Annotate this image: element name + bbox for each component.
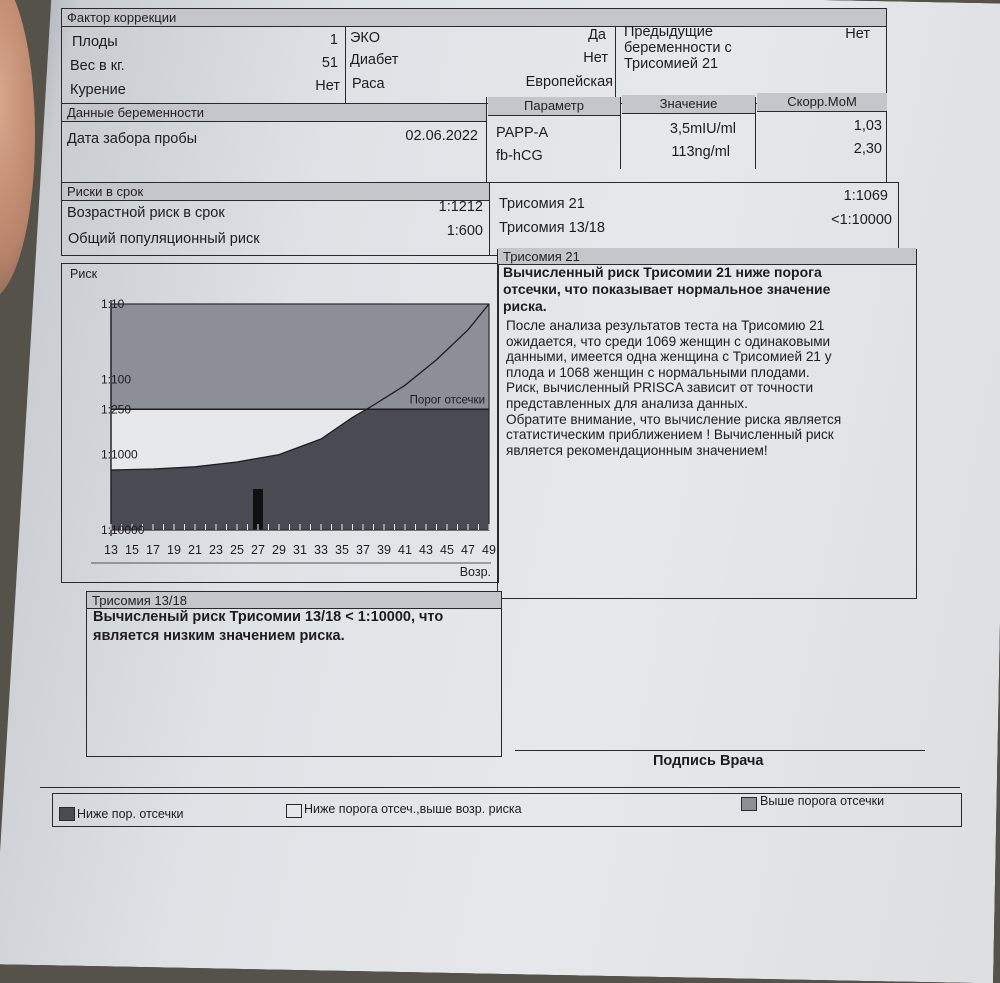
pop-risk-label: Общий популяционный риск (68, 231, 260, 247)
correction-label-diabetes: Диабет (350, 52, 399, 68)
y-tick-label: 1:250 (101, 402, 132, 417)
correction-header: Фактор коррекции (62, 9, 886, 27)
sample-date-value: 02.06.2022 (405, 128, 478, 144)
threshold-label: Порог отсечки (409, 394, 485, 407)
param-hcg-name: fb-hCG (496, 148, 543, 164)
correction-value-ivf: Да (588, 27, 606, 43)
x-tick-label: 37 (356, 543, 370, 557)
t21-body-line: статистическим приближением ! Вычисленный риск (506, 427, 834, 443)
previous-label-1: Предыдущие (624, 24, 713, 40)
param-header: Параметр (488, 97, 620, 116)
t21-body-line: После анализа результатов теста на Трисомию 21 (506, 318, 825, 333)
x-tick-label: 21 (188, 543, 202, 557)
t21-panel-header: Трисомия 21 (498, 248, 916, 265)
y-tick-label: 1:100 (101, 372, 132, 387)
x-tick-label: 45 (440, 543, 454, 557)
legend-swatch-between (286, 804, 302, 818)
x-tick-label: 25 (230, 543, 244, 557)
legend-below-label: Ниже пор. отсечки (77, 807, 184, 821)
x-tick-label: 27 (251, 543, 265, 557)
t21-body-line: Риск, вычисленный PRISCA зависит от точности (506, 380, 814, 396)
y-tick-label: 1:1000 (101, 447, 138, 462)
t21-bold-line: отсечки, что показывает нормальное значение (503, 281, 831, 297)
param-hcg-value: 113ng/ml (671, 144, 730, 160)
risk-chart (61, 263, 499, 583)
t21-body-line: плода и 1068 женщин с нормальными плодами. (506, 364, 810, 380)
legend-swatch-above (741, 797, 757, 811)
chart-title: Риск (70, 267, 98, 281)
correction-label-race: Раса (352, 76, 385, 92)
x-tick-label: 49 (482, 543, 496, 557)
param-papp-mom: 1,03 (853, 118, 882, 134)
age-risk-value: 1:1212 (438, 199, 483, 215)
x-tick-label: 47 (461, 543, 475, 557)
t1318-risk-label: Трисомия 13/18 (499, 220, 605, 236)
pop-risk-value: 1:600 (446, 223, 483, 239)
t21-risk-label: Трисомия 21 (499, 196, 585, 212)
correction-label-ivf: ЭКО (350, 30, 380, 46)
previous-label-3: Трисомией 21 (624, 56, 719, 72)
t21-body-line: является рекомендационным значением! (506, 442, 768, 458)
param-papp-value: 3,5mIU/ml (669, 121, 736, 137)
t1318-risk-value: <1:10000 (831, 212, 892, 228)
x-tick-label: 31 (293, 543, 307, 557)
x-tick-label: 39 (377, 543, 391, 557)
x-tick-label: 19 (167, 543, 181, 557)
y-tick-label: 1:10000 (101, 523, 145, 537)
param-hcg-mom: 2,30 (853, 141, 882, 157)
correction-label-weight: Вес в кг. (70, 58, 125, 74)
legend-swatch-below (59, 807, 75, 821)
correction-label-fetuses: Плоды (72, 34, 118, 50)
t1318-line-2: является низким значением риска. (93, 628, 345, 644)
value-header: Значение (622, 95, 755, 114)
correction-value-diabetes: Нет (583, 50, 608, 66)
x-tick-label: 33 (314, 543, 328, 557)
age-risk-label: Возрастной риск в срок (67, 205, 225, 221)
x-tick-label: 29 (272, 543, 286, 557)
t21-bold-line: Вычисленный риск Трисомии 21 ниже порога (503, 264, 822, 280)
correction-value-smoking: Нет (315, 78, 340, 94)
y-tick-label: 1:10 (101, 297, 125, 311)
t21-body-line: данными, имеется одна женщина с Трисомией 21 у (506, 349, 832, 365)
x-tick-label: 15 (125, 543, 139, 557)
x-axis-label: Возр. (459, 565, 491, 579)
risks-header: Риски в срок (62, 183, 489, 201)
x-tick-label: 35 (335, 543, 349, 557)
previous-value: Нет (845, 26, 870, 42)
signature-label: Подпись Врача (653, 753, 764, 769)
x-tick-label: 41 (398, 543, 412, 557)
correction-value-weight: 51 (321, 55, 338, 71)
correction-label-smoking: Курение (70, 82, 126, 98)
signature-line (515, 750, 925, 751)
patient-age-marker (253, 489, 263, 530)
x-tick-label: 17 (146, 543, 160, 557)
t21-risk-value: 1:1069 (843, 188, 888, 204)
sample-date-label: Дата забора пробы (67, 131, 198, 147)
correction-value-fetuses: 1 (329, 32, 338, 48)
t21-body-line: представленных для анализа данных. (506, 396, 748, 411)
x-tick-label: 43 (419, 543, 433, 557)
legend-between-label: Ниже порога отсеч.,выше возр. риска (304, 802, 522, 816)
previous-label-2: беременности с (624, 40, 732, 56)
t21-body-line: Обратите внимание, что вычисление риска является (506, 411, 842, 427)
t1318-line-1: Вычисленый риск Трисомии 13/18 < 1:10000, что (93, 609, 444, 625)
legend-above-label: Выше порога отсечки (760, 794, 885, 808)
param-papp-name: PAPP-A (496, 125, 549, 141)
t21-body-line: ожидается, что среди 1069 женщин с одинаковыми (506, 333, 831, 349)
x-tick-label: 23 (209, 543, 223, 557)
t21-bold-line: риска. (503, 298, 547, 314)
x-tick-label: 13 (104, 543, 118, 557)
pregnancy-header: Данные беременности (62, 104, 486, 122)
mom-header: Скорр.МоМ (757, 93, 887, 112)
correction-value-race: Европейская (525, 74, 613, 90)
t1318-panel-header: Трисомия 13/18 (87, 592, 501, 609)
